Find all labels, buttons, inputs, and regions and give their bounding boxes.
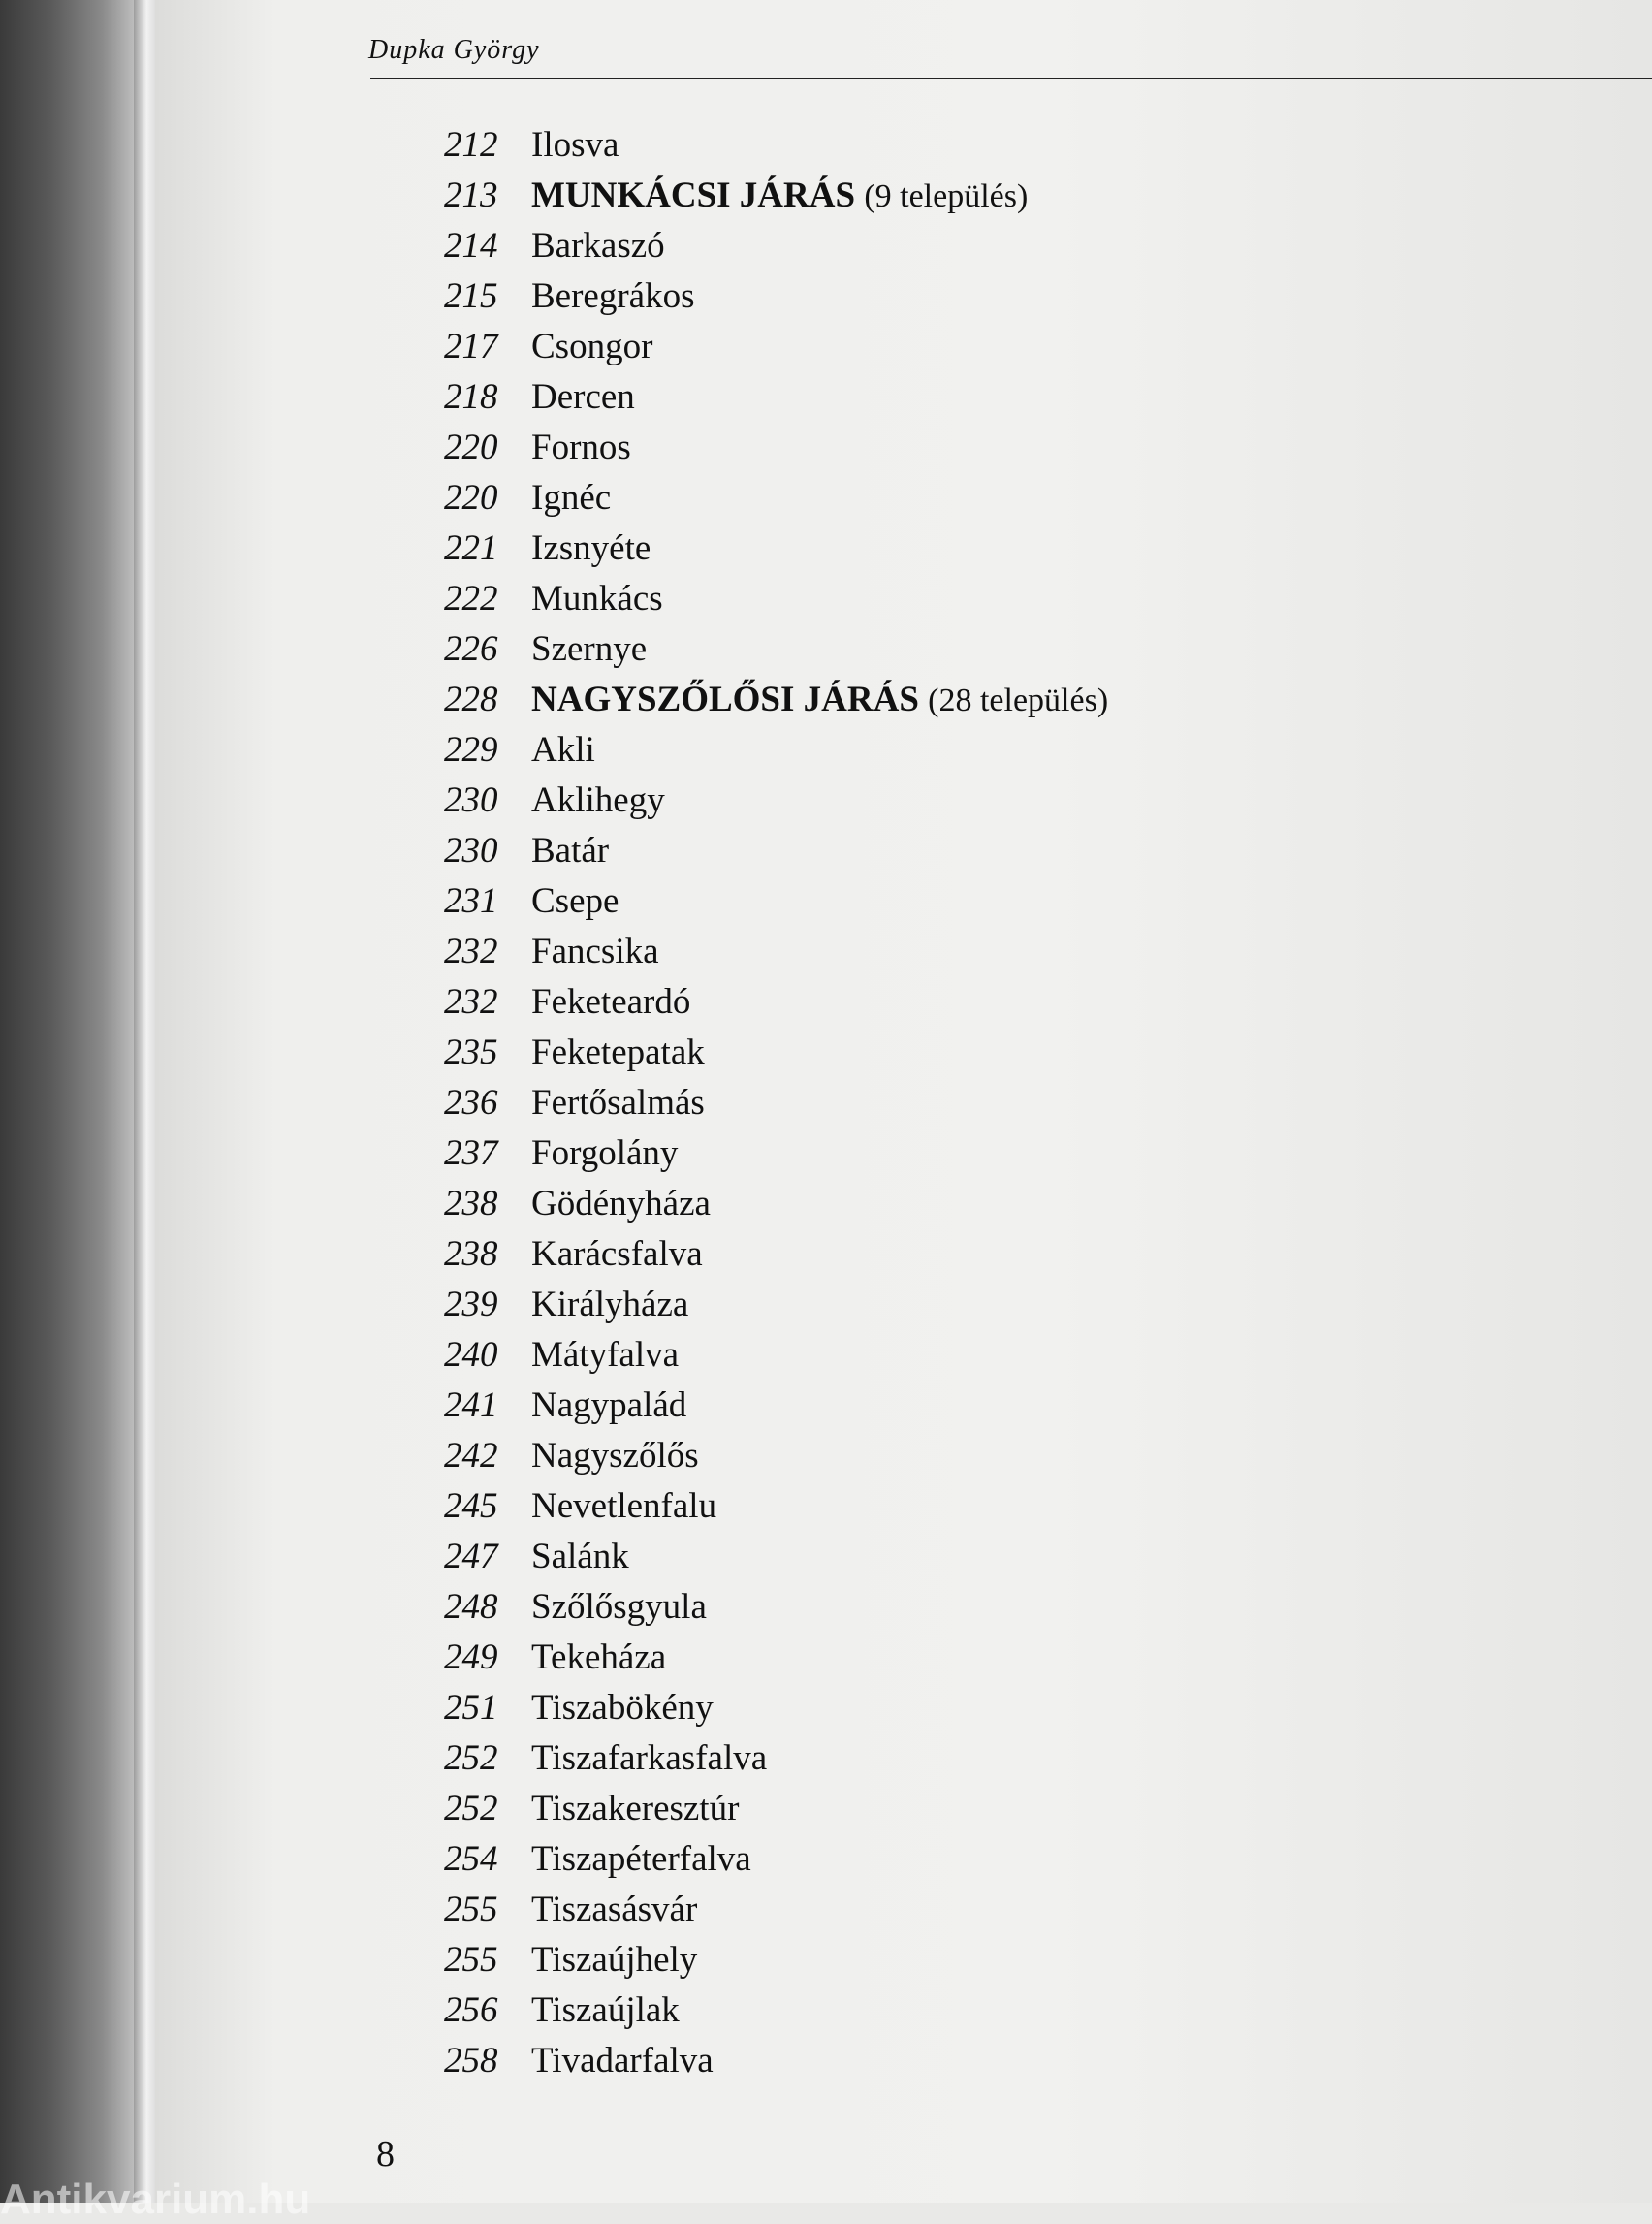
toc-settlement-name: Tiszapéterfalva <box>531 1839 751 1879</box>
toc-page-number: 226 <box>444 629 498 669</box>
toc-page-number: 239 <box>444 1285 498 1324</box>
toc-entry <box>444 1481 1414 1532</box>
toc-settlement-name: Aklihegy <box>531 780 665 820</box>
toc-settlement-name: Szőlősgyula <box>531 1587 707 1627</box>
toc-settlement-name: Salánk <box>531 1537 629 1576</box>
toc-page-number: 242 <box>444 1436 498 1476</box>
toc-page-number: 236 <box>444 1083 498 1123</box>
toc-page-number: 212 <box>444 125 498 165</box>
toc-settlement-count: (9 település) <box>864 178 1029 214</box>
book-gutter <box>0 0 145 2203</box>
toc-settlement-name: Tiszaújlak <box>531 1990 680 2030</box>
toc-page-number: 218 <box>444 377 498 417</box>
toc-page-number: 228 <box>444 680 498 719</box>
toc-entry <box>444 1582 1414 1633</box>
toc-page-number: 240 <box>444 1335 498 1375</box>
toc-entry <box>444 675 1414 725</box>
toc-settlement-name: Batár <box>531 831 610 871</box>
toc-district-heading: NAGYSZŐLŐSI JÁRÁS <box>531 680 919 719</box>
toc-settlement-name: Nagypalád <box>531 1385 687 1425</box>
toc-page-number: 249 <box>444 1637 498 1677</box>
toc-entry <box>444 977 1414 1028</box>
toc-page-number: 252 <box>444 1738 498 1778</box>
toc-settlement-name: Munkács <box>531 579 663 619</box>
toc-settlement-name: Tivadarfalva <box>531 2041 714 2081</box>
toc-page-number: 231 <box>444 881 498 921</box>
toc-page-number: 255 <box>444 1890 498 1929</box>
toc-entry <box>444 322 1414 372</box>
toc-page-number: 217 <box>444 327 498 366</box>
toc-entry <box>444 1986 1414 2036</box>
toc-page-number: 232 <box>444 982 498 1022</box>
toc-settlement-name: Tekeháza <box>531 1637 667 1677</box>
toc-settlement-name: Tiszakeresztúr <box>531 1789 740 1828</box>
toc-settlement-name: Akli <box>531 730 595 770</box>
toc-entry <box>444 372 1414 423</box>
toc-page-number: 214 <box>444 226 498 266</box>
toc-page-number: 251 <box>444 1688 498 1728</box>
toc-entry <box>444 1381 1414 1431</box>
toc-page-number: 220 <box>444 478 498 518</box>
toc-page-number: 232 <box>444 932 498 971</box>
toc-page-number: 254 <box>444 1839 498 1879</box>
toc-settlement-name: Ignéc <box>531 478 612 518</box>
toc-entry <box>444 1633 1414 1683</box>
toc-settlement-name: Ilosva <box>531 125 620 165</box>
toc-entry <box>444 1280 1414 1330</box>
toc-page-number: 235 <box>444 1033 498 1072</box>
toc-page-number: 220 <box>444 428 498 467</box>
toc-entry <box>444 221 1414 271</box>
toc-entry <box>444 271 1414 322</box>
toc-settlement-name: Tiszaújhely <box>531 1940 698 1980</box>
toc-settlement-name: Nagyszőlős <box>531 1436 699 1476</box>
toc-settlement-name: Fancsika <box>531 932 659 971</box>
toc-entry <box>444 473 1414 524</box>
toc-page-number: 230 <box>444 780 498 820</box>
toc-settlement-name: Tiszafarkasfalva <box>531 1738 768 1778</box>
toc-settlement-name: Barkaszó <box>531 226 665 266</box>
toc-page-number: 248 <box>444 1587 498 1627</box>
toc-entry <box>444 171 1414 221</box>
toc-page-number: 247 <box>444 1537 498 1576</box>
toc-page-number: 229 <box>444 730 498 770</box>
toc-entry <box>444 1885 1414 1935</box>
toc-entry <box>444 1078 1414 1128</box>
toc-entry <box>444 624 1414 675</box>
toc-settlement-name: Nevetlenfalu <box>531 1486 717 1526</box>
toc-settlement-name: Csongor <box>531 327 653 366</box>
toc-page-number: 215 <box>444 276 498 316</box>
toc-entry <box>444 120 1414 171</box>
toc-entry <box>444 1431 1414 1481</box>
toc-entry <box>444 1532 1414 1582</box>
toc-settlement-count: (28 település) <box>928 683 1109 718</box>
page-edge <box>134 0 155 2203</box>
toc-entry <box>444 876 1414 927</box>
toc-entry <box>444 1179 1414 1229</box>
toc-page-number: 256 <box>444 1990 498 2030</box>
toc-settlement-name: Karácsfalva <box>531 1234 703 1274</box>
toc-entry <box>444 776 1414 826</box>
toc-entry <box>444 826 1414 876</box>
toc-settlement-name: Feketepatak <box>531 1033 705 1072</box>
toc-entry <box>444 1733 1414 1784</box>
toc-settlement-name: Feketeardó <box>531 982 691 1022</box>
toc-settlement-name: Forgolány <box>531 1133 679 1173</box>
toc-entry <box>444 2036 1414 2086</box>
toc-entry <box>444 1935 1414 1986</box>
toc-entry <box>444 927 1414 977</box>
toc-settlement-name: Királyháza <box>531 1285 689 1324</box>
toc-page-number: 252 <box>444 1789 498 1828</box>
running-head: Dupka György <box>368 35 540 65</box>
toc-entry <box>444 1128 1414 1179</box>
toc-settlement-name: Beregrákos <box>531 276 695 316</box>
toc-page-number: 238 <box>444 1234 498 1274</box>
toc-settlement-name: Tiszabökény <box>531 1688 714 1728</box>
toc-page-number: 222 <box>444 579 498 619</box>
toc-settlement-name: Mátyfalva <box>531 1335 680 1375</box>
page-number: 8 <box>376 2134 395 2175</box>
toc-entry <box>444 725 1414 776</box>
toc-page-number: 245 <box>444 1486 498 1526</box>
table-of-contents <box>444 120 1414 2086</box>
toc-settlement-name: Csepe <box>531 881 620 921</box>
toc-settlement-name: Gödényháza <box>531 1184 711 1223</box>
toc-page-number: 237 <box>444 1133 498 1173</box>
toc-entry <box>444 423 1414 473</box>
toc-entry <box>444 1784 1414 1834</box>
toc-page-number: 221 <box>444 528 498 568</box>
toc-page-number: 258 <box>444 2041 498 2081</box>
toc-settlement-name: Fertősalmás <box>531 1083 705 1123</box>
toc-entry <box>444 1330 1414 1381</box>
toc-entry <box>444 1834 1414 1885</box>
toc-settlement-name: Fornos <box>531 428 631 467</box>
toc-entry <box>444 1229 1414 1280</box>
toc-district-heading: MUNKÁCSI JÁRÁS <box>531 175 856 215</box>
toc-page-number: 255 <box>444 1940 498 1980</box>
toc-entry <box>444 574 1414 624</box>
toc-page-number: 230 <box>444 831 498 871</box>
toc-entry <box>444 524 1414 574</box>
toc-settlement-name: Izsnyéte <box>531 528 651 568</box>
header-rule <box>370 78 1652 79</box>
toc-page-number: 241 <box>444 1385 498 1425</box>
toc-page-number: 238 <box>444 1184 498 1223</box>
toc-settlement-name: Szernye <box>531 629 648 669</box>
toc-settlement-name: Tiszasásvár <box>531 1890 698 1929</box>
toc-page-number: 213 <box>444 175 498 215</box>
toc-entry <box>444 1683 1414 1733</box>
toc-entry <box>444 1028 1414 1078</box>
toc-settlement-name: Dercen <box>531 377 635 417</box>
watermark: Antikvarium.hu <box>0 2176 311 2223</box>
